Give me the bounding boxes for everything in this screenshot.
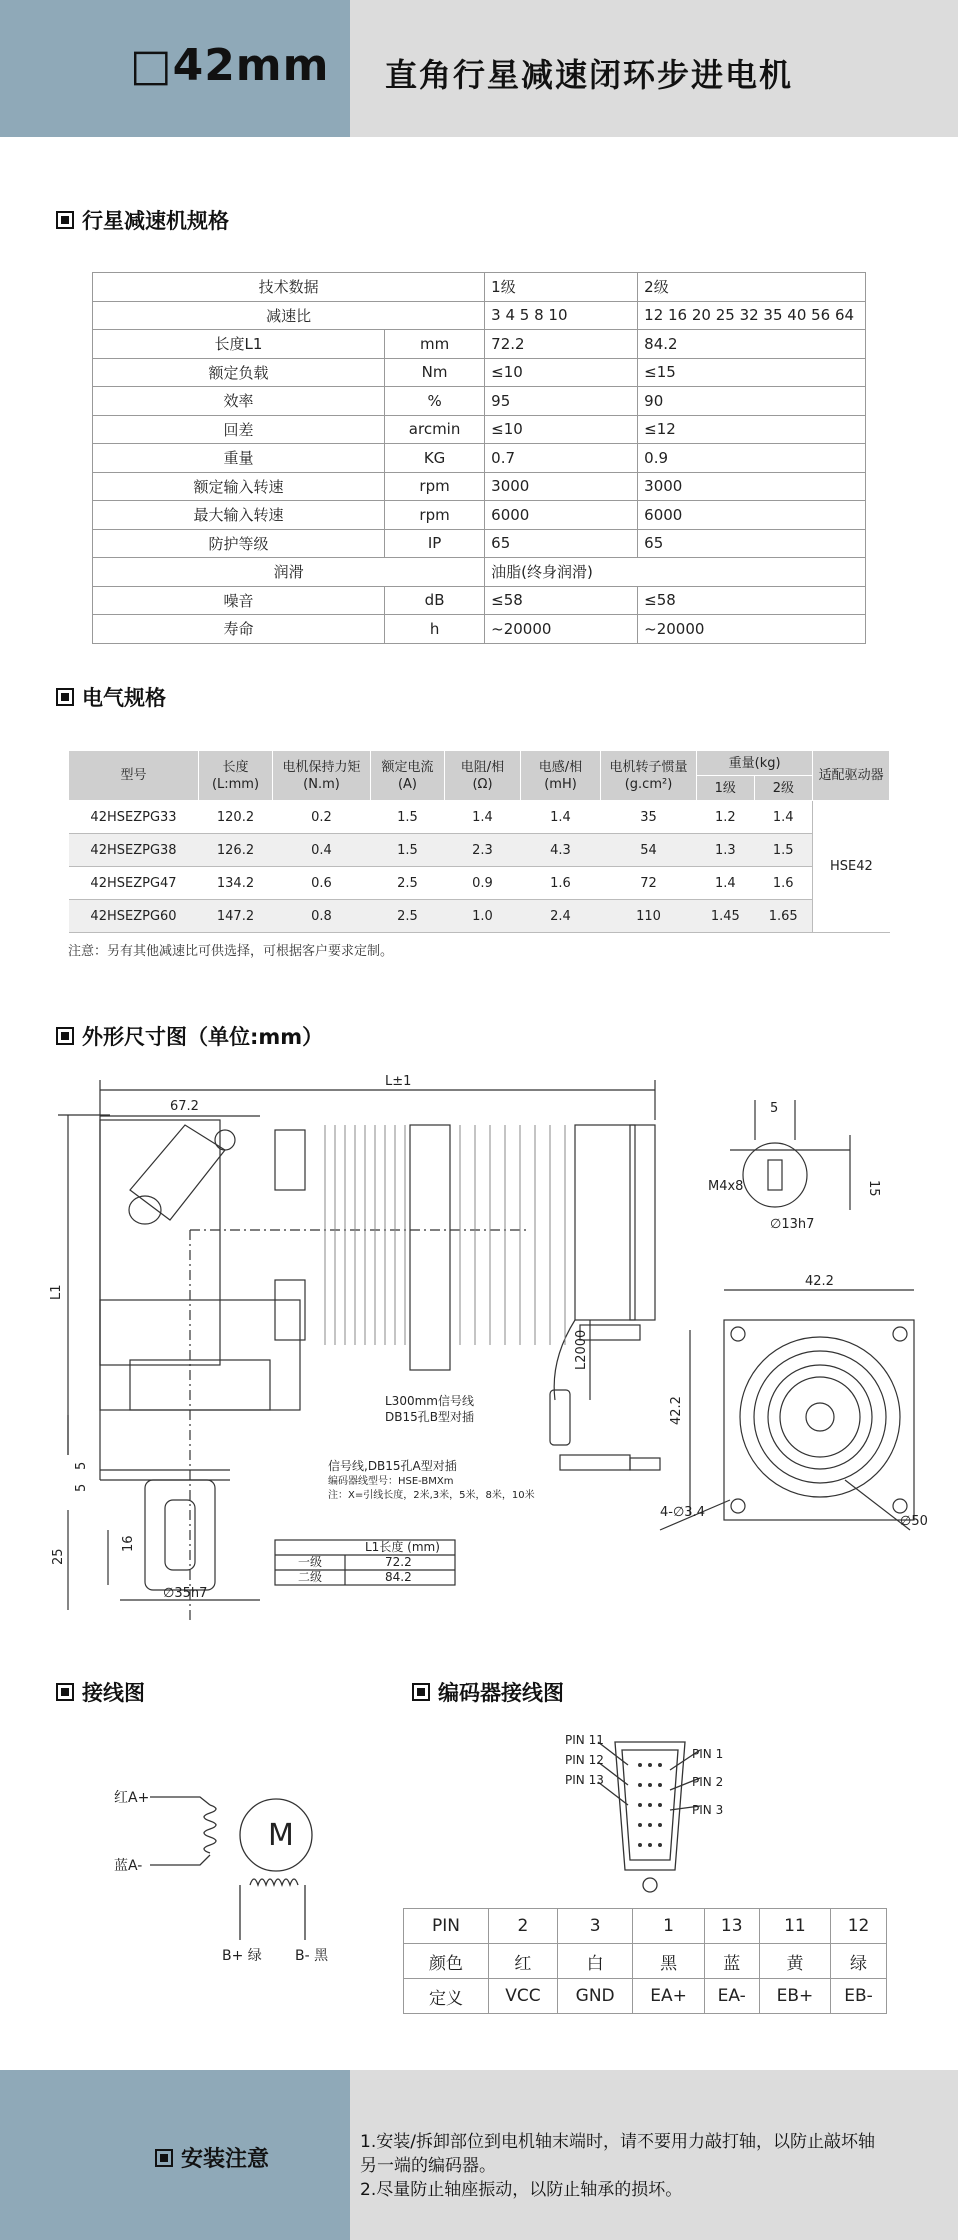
l1-table-title: L1长度 (mm) (365, 1540, 440, 1554)
section-wiring-title: 接线图 (56, 1677, 145, 1707)
table-row: 额定输入转速 rpm 3000 3000 (93, 472, 866, 501)
section-encoder-title: 编码器接线图 (412, 1677, 564, 1707)
l1-row-2-value: 84.2 (385, 1570, 412, 1584)
l1-row-1-value: 72.2 (385, 1555, 412, 1569)
pin-1-label: PIN 1 (692, 1747, 724, 1761)
table-row: 噪音 dB ≤58 ≤58 (93, 586, 866, 615)
encoder-pin-table (403, 1908, 887, 2014)
signal-line-1a: L300mm信号线 (385, 1394, 474, 1408)
table-row: 润滑 油脂(终身润滑) (93, 558, 866, 587)
table-row: 寿命 h ~20000 ~20000 (93, 615, 866, 644)
gearbox-spec-table (92, 272, 866, 644)
section-electrical-title: 电气规格 (56, 682, 166, 712)
pin-12-label: PIN 12 (565, 1753, 604, 1767)
section-dimensions-title: 外形尺寸图（单位:mm） (56, 1021, 323, 1051)
motor-m-label: M (268, 1818, 294, 1853)
table-header-row: 1级 2级 (69, 776, 890, 801)
col-inertia: 电机转子惯量 (g.cm²) (601, 751, 697, 801)
install-note-1: 1.安装/拆卸部位到电机轴末端时，请不要用力敲打轴，以防止敲坏轴另一端的编码器。 (360, 2132, 875, 2176)
signal-line-1b: DB15孔B型对插 (385, 1410, 474, 1424)
table-row: 定义 VCC GND EA+ EA- EB+ EB- (404, 1979, 887, 2014)
dim-l-total: L±1 (385, 1074, 412, 1089)
col-resistance: 电阻/相 (Ω) (445, 751, 521, 801)
square-bullet-icon (155, 2149, 173, 2167)
table-row: PIN 2 3 1 13 11 12 (404, 1909, 887, 1944)
table-row: 重量 KG 0.7 0.9 (93, 444, 866, 473)
dim-42-width: 42.2 (805, 1274, 834, 1289)
dim-l1: L1 (49, 1284, 64, 1300)
table-row: 回差 arcmin ≤10 ≤12 (93, 415, 866, 444)
wire-a-plus: 红A+ (114, 1790, 150, 1806)
motor-wiring-diagram (100, 1775, 360, 1975)
table-row: 减速比 3 4 5 8 10 12 16 20 25 32 35 40 56 64 (93, 301, 866, 330)
dim-m4: M4x8 (708, 1179, 744, 1194)
electrical-note: 注意：另有其他减速比可供选择，可根据客户要求定制。 (68, 944, 394, 959)
col-length: 长度 (L:mm) (199, 751, 273, 801)
page-title: 直角行星减速闭环步进电机 (385, 56, 794, 94)
table-row: 42HSEZPG33 120.2 0.2 1.5 1.4 1.4 35 1.2 1.4 HSE42 (69, 801, 890, 834)
table-row: 最大输入转速 rpm 6000 6000 (93, 501, 866, 530)
product-code: □42mm (130, 40, 330, 91)
table-row: 效率 % 95 90 (93, 387, 866, 416)
dim-13: ∅13h7 (770, 1217, 815, 1232)
dim-shaft-15: 15 (866, 1180, 881, 1197)
dim-shaft-5: 5 (770, 1101, 779, 1116)
l1-row-1-label: 一级 (298, 1555, 323, 1569)
dim-42-height: 42.2 (669, 1396, 684, 1425)
wire-b-minus: B- 黑 (295, 1948, 329, 1964)
col-current: 额定电流 (A) (371, 751, 445, 801)
dim-16: 16 (121, 1535, 136, 1552)
dim-25: 25 (51, 1548, 66, 1565)
table-header-row: 型号 长度 (L:mm) 电机保持力矩 (N.m) 额定电流 (A) 电阻/相 (Ω) 电感/相 (mH) 电机转子惯量 (g.cm²) 重量(kg) 适配驱动器 (69, 751, 890, 776)
table-row: 长度L1 mm 72.2 84.2 (93, 330, 866, 359)
install-note-2: 2.尽量防止轴座振动，以防止轴承的损坏。 (360, 2180, 683, 2200)
pin-11-label: PIN 11 (565, 1733, 604, 1747)
table-row: 技术数据 1级 2级 (93, 273, 866, 302)
page-footer (0, 2070, 958, 2240)
square-bullet-icon (56, 688, 74, 706)
pin-3-label: PIN 3 (692, 1803, 724, 1817)
table-row: 防护等级 IP 65 65 (93, 529, 866, 558)
dim-l2000: L2000 (574, 1329, 589, 1370)
driver-cell: HSE42 (813, 801, 890, 933)
dim-5a: 5 (74, 1461, 89, 1470)
dim-67: 67.2 (170, 1099, 199, 1114)
signal-line-2a: 信号线,DB15孔A型对插 (328, 1459, 457, 1473)
table-row: 42HSEZPG38 126.2 0.4 1.5 2.3 4.3 54 1.3 1.5 (69, 834, 890, 867)
square-bullet-icon (412, 1683, 430, 1701)
dim-holes: 4-∅3.4 (660, 1505, 705, 1520)
pin-2-label: PIN 2 (692, 1775, 724, 1789)
square-bullet-icon (56, 1027, 74, 1045)
square-bullet-icon (56, 1683, 74, 1701)
pin-13-label: PIN 13 (565, 1773, 604, 1787)
square-bullet-icon (56, 211, 74, 229)
db15-connector-diagram (560, 1730, 740, 1900)
table-row: 42HSEZPG60 147.2 0.8 2.5 1.0 2.4 110 1.45 1.65 (69, 900, 890, 933)
page-header (0, 0, 958, 137)
install-title: 安装注意 (155, 2142, 269, 2173)
dim-35: ∅35h7 (163, 1586, 208, 1601)
table-row: 颜色 红 白 黑 蓝 黄 绿 (404, 1944, 887, 1979)
signal-line-2b: 编码器线型号：HSE-BMXm (328, 1476, 454, 1487)
wire-b-plus: B+ 绿 (222, 1948, 262, 1964)
wire-a-minus: 蓝A- (114, 1858, 143, 1874)
electrical-spec-table (68, 750, 890, 933)
dimension-drawing (30, 1060, 930, 1620)
install-notes (360, 2130, 880, 2202)
dim-5b: 5 (74, 1483, 89, 1492)
table-row: 42HSEZPG47 134.2 0.6 2.5 0.9 1.6 72 1.4 1.6 (69, 867, 890, 900)
section-gearbox-title: 行星减速机规格 (56, 205, 229, 235)
l1-row-2-label: 二级 (298, 1570, 323, 1584)
col-torque: 电机保持力矩 (N.m) (273, 751, 371, 801)
dim-50: ∅50 (900, 1514, 928, 1529)
col-inductance: 电感/相 (mH) (521, 751, 601, 801)
table-row: 额定负载 Nm ≤10 ≤15 (93, 358, 866, 387)
signal-line-2c: 注：X=引线长度，2米,3米，5米，8米，10米 (328, 1490, 535, 1501)
